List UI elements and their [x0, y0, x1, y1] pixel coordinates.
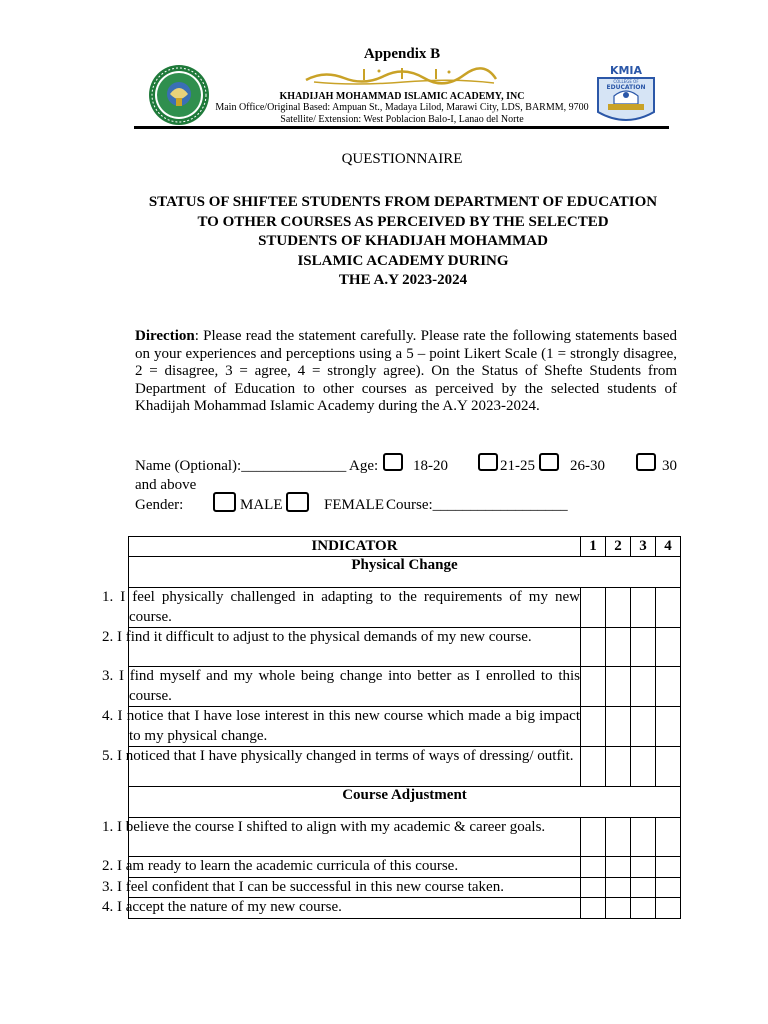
questionnaire-heading: QUESTIONNAIRE	[341, 151, 463, 167]
age-option-26-30: 26-30	[570, 458, 605, 474]
rating-cell-4[interactable]	[656, 877, 681, 898]
rating-cell-3[interactable]	[631, 877, 656, 898]
logo-text-education: EDUCATION	[606, 84, 646, 91]
section-title-course-adjustment: Course Adjustment	[129, 787, 681, 818]
age-option-continuation: and above	[135, 477, 197, 493]
table-row	[129, 818, 681, 857]
scale-header-1: 1	[581, 537, 606, 557]
indicator-item: 4. I accept the nature of my new course.	[129, 898, 581, 919]
direction-label: Direction	[135, 328, 195, 344]
age-option-21-25: 21-25	[500, 458, 535, 474]
indicator-item: 1. I feel physically challenged in adapting to the requirements of my new course.	[129, 588, 581, 628]
study-title-line: ISLAMIC ACADEMY DURING	[297, 252, 509, 269]
rating-cell-4[interactable]	[656, 667, 681, 707]
direction-text: : Please read the statement carefully. Please rate the following statements based on your experiences and perceptions using a 5 – point Likert Scale (1 = strongly disagree, 2 = disagree, 3 = agree, 4 = strongly agree). On the Status of Shefte Students from Department of Education to other courses as perceived by the selected students of Khadijah Mohammad Islamic Academy during the A.Y 2023-2024.	[135, 328, 677, 415]
satellite-address: Satellite/ Extension: West Poblacion Balo-I, Lanao del Norte	[280, 114, 524, 125]
rating-cell-3[interactable]	[631, 818, 656, 857]
rating-cell-4[interactable]	[656, 628, 681, 667]
table-row	[129, 707, 681, 747]
indicator-header: INDICATOR	[129, 537, 581, 557]
indicator-item: 3. I feel confident that I can be successful in this new course taken.	[129, 877, 581, 898]
logo-text-college: COLLEGE OF	[613, 79, 639, 84]
rating-cell-2[interactable]	[606, 628, 631, 667]
rating-cell-2[interactable]	[606, 707, 631, 747]
scale-header-2: 2	[606, 537, 631, 557]
rating-cell-4[interactable]	[656, 707, 681, 747]
table-row	[129, 857, 681, 878]
gender-option-female: FEMALE	[324, 497, 384, 513]
age-21-25-checkbox[interactable]	[478, 453, 498, 471]
gender-option-male: MALE	[240, 497, 283, 513]
gender-female-checkbox[interactable]	[286, 492, 309, 512]
rating-cell-1[interactable]	[581, 667, 606, 707]
appendix-label: Appendix B	[363, 46, 441, 62]
bismillah-calligraphy-icon	[304, 66, 498, 88]
study-title-line: STATUS OF SHIFTEE STUDENTS FROM DEPARTMENT OF EDUCATION	[148, 194, 658, 210]
rating-cell-4[interactable]	[656, 747, 681, 787]
rating-cell-2[interactable]	[606, 857, 631, 878]
study-title	[120, 193, 686, 291]
rating-cell-2[interactable]	[606, 747, 631, 787]
rating-cell-4[interactable]	[656, 588, 681, 628]
indicator-item: 3. I find myself and my whole being change into better as I enrolled to this course.	[129, 667, 581, 707]
rating-cell-3[interactable]	[631, 588, 656, 628]
rating-cell-1[interactable]	[581, 857, 606, 878]
table-row	[129, 877, 681, 898]
table-row	[129, 898, 681, 919]
age-label: Age:	[349, 458, 379, 474]
rating-cell-4[interactable]	[656, 818, 681, 857]
course-field[interactable]: Course:__________________	[386, 497, 568, 513]
scale-header-3: 3	[631, 537, 656, 557]
indicator-item: 2. I am ready to learn the academic curricula of this course.	[129, 857, 581, 878]
gender-male-checkbox[interactable]	[213, 492, 236, 512]
study-title-line: TO OTHER COURSES AS PERCEIVED BY THE SELECTED	[197, 213, 609, 230]
rating-cell-1[interactable]	[581, 628, 606, 667]
age-option-30: 30	[662, 458, 677, 474]
rating-cell-2[interactable]	[606, 898, 631, 919]
table-row	[129, 588, 681, 628]
school-name: KHADIJAH MOHAMMAD ISLAMIC ACADEMY, INC	[279, 91, 525, 102]
gender-label: Gender:	[135, 497, 184, 513]
table-row	[129, 747, 681, 787]
age-26-30-checkbox[interactable]	[539, 453, 559, 471]
name-field[interactable]: Name (Optional):______________	[135, 458, 347, 474]
section-row	[129, 557, 681, 588]
indicator-item: 5. I noticed that I have physically changed in terms of ways of dressing/ outfit.	[129, 747, 581, 787]
main-office-address: Main Office/Original Based: Ampuan St., Madaya Lilod, Marawi City, LDS, BARMM, 9700	[215, 102, 589, 113]
table-row	[129, 667, 681, 707]
rating-cell-1[interactable]	[581, 877, 606, 898]
table-header-row	[129, 537, 681, 557]
scale-header-4: 4	[656, 537, 681, 557]
rating-cell-2[interactable]	[606, 588, 631, 628]
header-divider	[134, 126, 669, 129]
rating-cell-2[interactable]	[606, 818, 631, 857]
section-row	[129, 787, 681, 818]
indicator-item: 4. I notice that I have lose interest in this new course which made a big impact to my physical change.	[129, 707, 581, 747]
rating-cell-2[interactable]	[606, 667, 631, 707]
survey-table	[102, 536, 681, 919]
age-option-18-20: 18-20	[413, 458, 448, 474]
rating-cell-4[interactable]	[656, 857, 681, 878]
logo-text-kmia: KMIA	[609, 64, 643, 77]
age-18-20-checkbox[interactable]	[383, 453, 403, 471]
direction-paragraph	[135, 328, 677, 416]
rating-cell-3[interactable]	[631, 667, 656, 707]
rating-cell-1[interactable]	[581, 818, 606, 857]
section-title-physical-change: Physical Change	[129, 557, 681, 588]
indicator-item: 1. I believe the course I shifted to align with my academic & career goals.	[129, 818, 581, 857]
table-row	[129, 628, 681, 667]
rating-cell-3[interactable]	[631, 747, 656, 787]
rating-cell-3[interactable]	[631, 898, 656, 919]
rating-cell-3[interactable]	[631, 628, 656, 667]
rating-cell-3[interactable]	[631, 707, 656, 747]
rating-cell-1[interactable]	[581, 747, 606, 787]
study-title-line: THE A.Y 2023-2024	[338, 272, 468, 288]
study-title-line: STUDENTS OF KHADIJAH MOHAMMAD	[258, 233, 548, 249]
rating-cell-1[interactable]	[581, 898, 606, 919]
rating-cell-4[interactable]	[656, 898, 681, 919]
kmia-education-logo-icon	[594, 62, 658, 126]
rating-cell-1[interactable]	[581, 707, 606, 747]
age-30-above-checkbox[interactable]	[636, 453, 656, 471]
indicator-item: 2. I find it difficult to adjust to the physical demands of my new course.	[129, 628, 581, 667]
rating-cell-3[interactable]	[631, 857, 656, 878]
rating-cell-1[interactable]	[581, 588, 606, 628]
rating-cell-2[interactable]	[606, 877, 631, 898]
